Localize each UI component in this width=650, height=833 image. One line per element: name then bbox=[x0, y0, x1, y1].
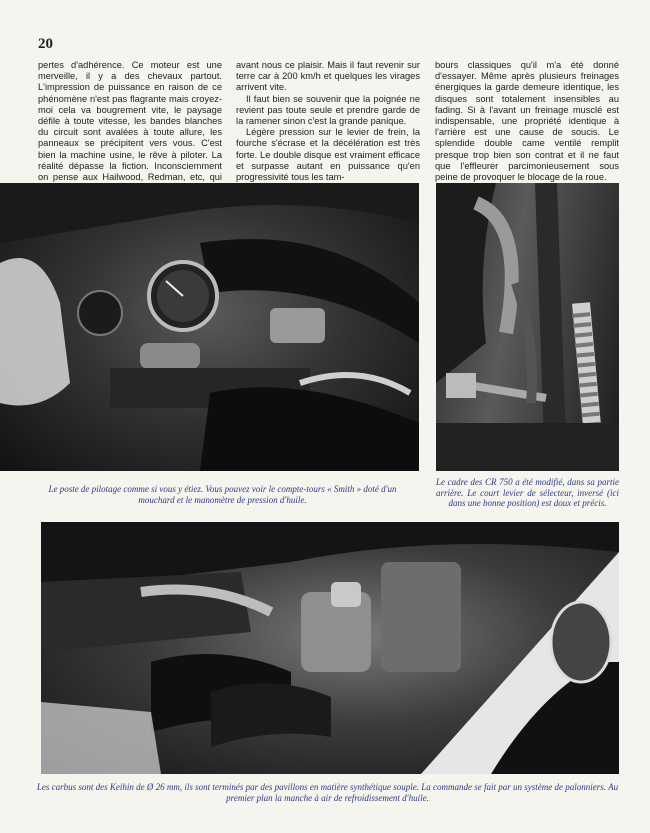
cockpit-caption: Le poste de pilotage comme si vous y étiez. Vous pouvez voir le compte-tours « Smith » doté d'un mouchard et le manomètre de pression d'huile. bbox=[48, 484, 397, 505]
page-number: 20 bbox=[38, 36, 53, 52]
text-column-3 bbox=[435, 60, 619, 183]
paragraph: Légère pression sur le levier de frein, la fourche s'écrase et la décélération est très forte. Le double disque est vraiment efficace et surpasse autant en puissance qu'en progressivité tous les tam- bbox=[236, 127, 420, 183]
paragraph: avant nous ce plaisir. Mais il faut revenir sur terre car à 200 km/h et quelques les virages arrivent vite. bbox=[236, 60, 420, 93]
cockpit-photo bbox=[0, 183, 419, 471]
carburettor-photo bbox=[41, 522, 619, 774]
paragraph: Il faut bien se souvenir que la poignée ne revient pas toute seule et prendre garde de la ramener sinon c'est la grande panique. bbox=[236, 93, 420, 127]
frame-caption: Le cadre des CR 750 a été modifié, dans sa partie arrière. Le court levier de sélecteur, inversé (ici dans une bonne position) est doux et précis. bbox=[436, 477, 619, 508]
paragraph: bours classiques qu'il m'a été donné d'essayer. Même après plusieurs freinages énergiques la garde demeure identique, les disques sont totalement insensibles au fading. Si à l'avant un freinage musclé est indispensable, une propriété identique à l'arrière est une cause de soucis. Le splendide double came ventilé remplit presque trop bien son contrat et il ne faut que l'effleurer parcimonieusement sous peine de provoquer le blocage de la roue. bbox=[435, 60, 619, 183]
carburettor-caption: Les carbus sont des Keihin de Ø 26 mm, ils sont terminés par des pavillons en matière synthétique souple. La commande se fait par un système de palonniers. Au premier plan la manche à air de refroidissement d'huile. bbox=[36, 782, 619, 803]
frame-photo bbox=[436, 183, 619, 471]
text-column-1 bbox=[38, 60, 222, 194]
text-column-2 bbox=[236, 60, 420, 183]
paragraph: pertes d'adhérence. Ce moteur est une merveille, il y a des chevaux partout. L'impression de puissance en raison de ce phénomène n'est pas flagrante mais croyez-moi cela va bougrement vite, le paysage défile à toute vitesse, les bandes blanches du circuit sont avalées à toute allure, les panneaux se précipitent vers vous. C'est bien la machine usine, le rêve à piloter. La réalité dépasse la fiction. Inconsciemment on pense aux Hailwood, Redman, etc, qui bbox=[38, 60, 222, 183]
